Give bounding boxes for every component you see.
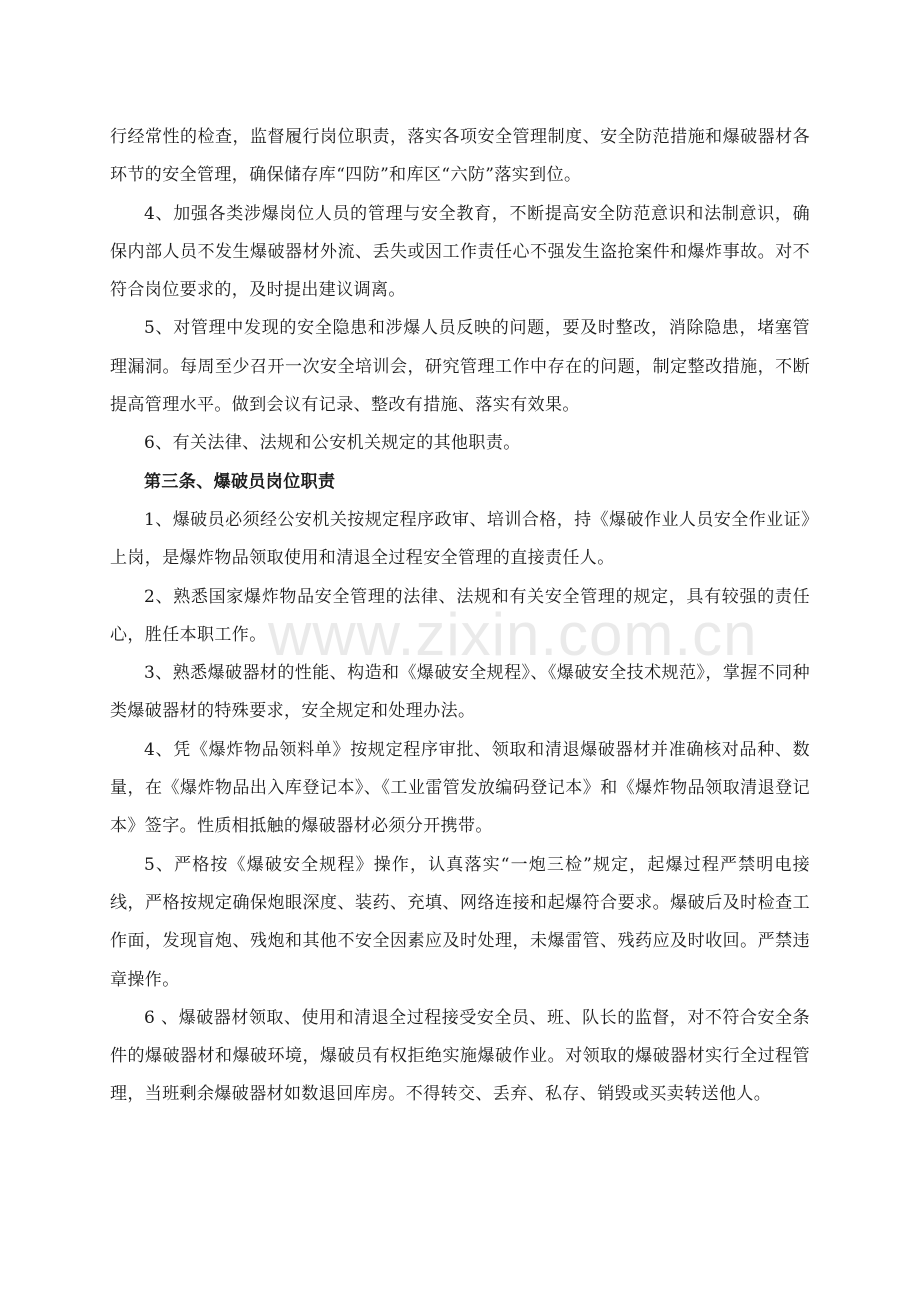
- paragraph-item-3: 3、熟悉爆破器材的性能、构造和《爆破安全规程》、《爆破安全技术规范》，掌握不同种类爆破器材的特殊要求，安全规定和处理办法。: [110, 663, 810, 722]
- paragraph-item-6b: 6 、爆破器材领取、使用和清退全过程接受安全员、班、队长的监督，对不符合安全条件的爆破器材和爆破环境，爆破员有权拒绝实施爆破作业。对领取的爆破器材实行全过程管理，当班剩余爆破器材如数退回库房。不得转交、丢弃、私存、销毁或买卖转送他人。: [110, 1007, 810, 1105]
- paragraph-item-5b: 5、严格按《爆破安全规程》操作，认真落实“一炮三检”规定，起爆过程严禁明电接线，严格按规定确保炮眼深度、装药、充填、网络连接和起爆符合要求。爆破后及时检查工作面，发现盲炮、残炮和其他不安全因素应及时处理，未爆雷管、残药应及时收回。严禁违章操作。: [110, 854, 810, 990]
- paragraph-item-2: 2、熟悉国家爆炸物品安全管理的法律、法规和有关安全管理的规定，具有较强的责任心，胜任本职工作。: [110, 586, 810, 645]
- section-heading: 第三条、爆破员岗位职责: [144, 471, 336, 492]
- watermark: www.zixin.com.cn: [268, 601, 758, 668]
- paragraph-item-6: 6、有关法律、法规和公安机关规定的其他职责。: [144, 433, 521, 454]
- document-body: [110, 118, 810, 1114]
- paragraph-continuation: 行经常性的检查，监督履行岗位职责，落实各项安全管理制度、安全防范措施和爆破器材各环节的安全管理，确保储存库“四防”和库区“六防”落实到位。: [110, 127, 810, 186]
- paragraph-item-1: 1、爆破员必须经公安机关按规定程序政审、培训合格，持《爆破作业人员安全作业证》上岗，是爆炸物品领取使用和清退全过程安全管理的直接责任人。: [110, 509, 810, 569]
- paragraph-item-4b: 4、凭《爆炸物品领料单》按规定程序审批、领取和清退爆破器材并准确核对品种、数量，在《爆炸物品出入库登记本》、《工业雷管发放编码登记本》和《爆炸物品领取清退登记本》签字。性质相抵触的爆破器材必须分开携带。: [110, 739, 810, 837]
- paragraph-item-5: 5、对管理中发现的安全隐患和涉爆人员反映的问题，要及时整改，消除隐患，堵塞管理漏洞。每周至少召开一次安全培训会，研究管理工作中存在的问题，制定整改措施，不断提高管理水平。做到会议有记录、整改有措施、落实有效果。: [110, 318, 810, 416]
- paragraph-item-4: 4、加强各类涉爆岗位人员的管理与安全教育，不断提高安全防范意识和法制意识，确保内部人员不发生爆破器材外流、丢失或因工作责任心不强发生盗抢案件和爆炸事故。对不符合岗位要求的，及时提出建议调离。: [110, 203, 810, 301]
